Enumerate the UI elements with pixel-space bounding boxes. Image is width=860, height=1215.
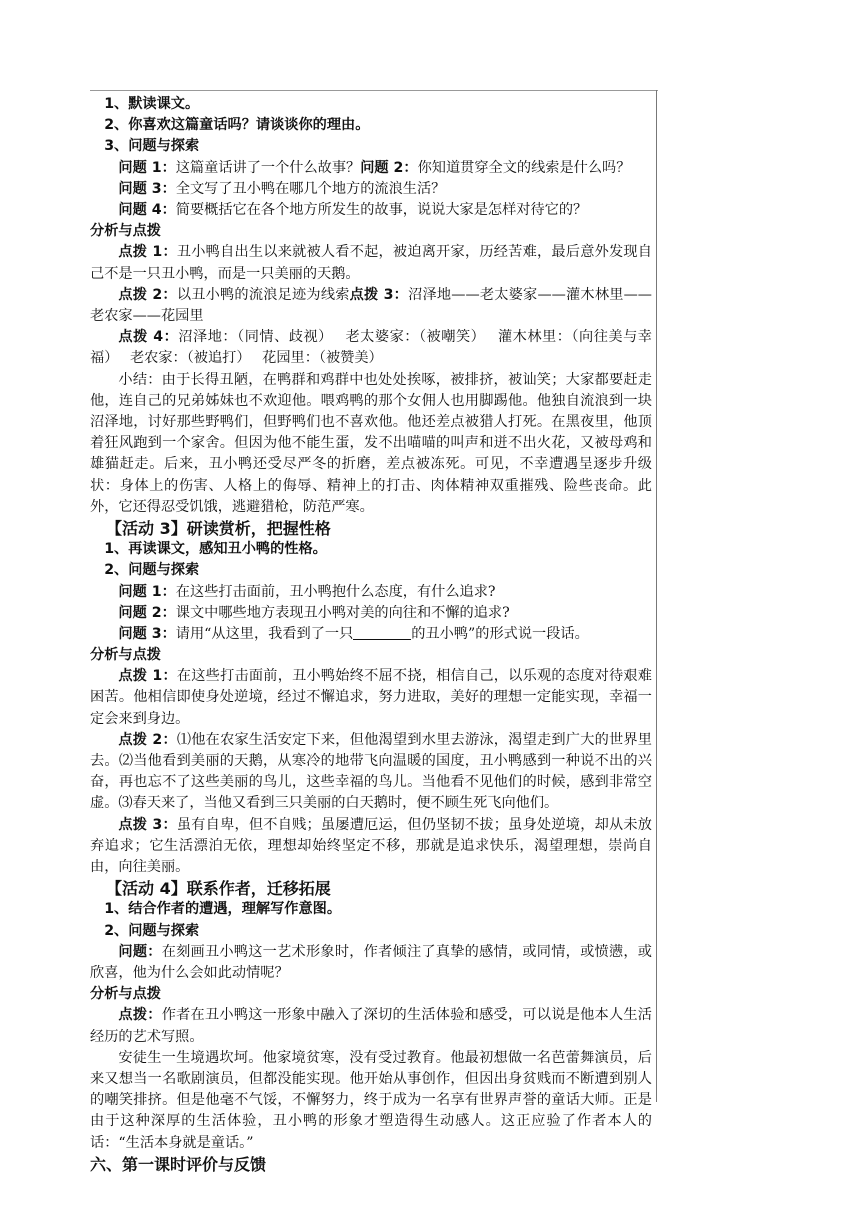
step-questions-heading: 3、问题与探索: [104, 138, 200, 155]
step-discuss-liking: 2、你喜欢这篇童话吗？请谈谈你的理由。: [104, 117, 370, 134]
activity-3-hint-3: 点拨 3：虽有自卑，但不自贱；虽屡遭厄运，但仍坚韧不拔；虽身处逆境，却从未放弃追求；它生活漂泊无依，理想却始终坚定不移，那就是追求快乐，渴望理想，崇尚自由，向往美丽。: [90, 816, 652, 876]
section-6-heading: 六、第一课时评价与反馈: [90, 1154, 267, 1174]
activity-3-step-2: 2、问题与探索: [104, 562, 200, 579]
fill-in-blank: [353, 625, 411, 640]
activity-3-question-3: 问题 3：请用“从这里，我看到了一只 的丑小鸭”的形式说一段话。: [118, 625, 589, 642]
activity-3-heading: 【活动 3】研读赏析，把握性格: [106, 518, 331, 538]
activity-4-question: 问题：在刻画丑小鸭这一艺术形象时，作者倾注了真挚的感情，或同情，或愤懑，或欣喜，他为什么会如此动情呢？: [90, 943, 652, 982]
table-right-border: [656, 90, 657, 1102]
activity-3-step-1: 1、再读课文，感知丑小鸭的性格。: [104, 541, 327, 558]
table-top-border: [90, 90, 658, 91]
activity-4-hint: 点拨：作者在丑小鸭这一形象中融入了深切的生活体验和感受，可以说是他本人生活经历的艺术写照。: [90, 1007, 652, 1045]
andersen-biography: 安徒生一生境遇坎坷。他家境贫寒，没有受过教育。他最初想做一名芭蕾舞演员，后来又想当一名歌剧演员，但都没能实现。他开始从事创作，但因出身贫贱而不断遭到别人的嘲笑排挤。但是他毫不气馁，不懈努力，终于成为一名享有世界声誉的童话大师。正是由于这种深厚的生活体验，丑小鸭的形象才塑造得生动感人。这正应验了作者本人的话：“生活本身就是童话。”: [90, 1049, 652, 1151]
activity-3-question-2: 问题 2：课文中哪些地方表现丑小鸭对美的向往和不懈的追求?: [118, 604, 510, 621]
hint-2-3: 点拨 2：以丑小鸭的流浪足迹为线索点拨 3：沼泽地——老太婆家——灌木林里——老农家——花园里: [90, 286, 652, 324]
lesson-content: [90, 94, 652, 1175]
activity-4-heading: 【活动 4】联系作者，迁移拓展: [106, 879, 331, 899]
activity-3-hint-2: 点拨 2：⑴他在农家生活安定下来，但他渴望到水里去游泳，渴望走到广大的世界里去。⑵当他看到美丽的天鹅，从寒冷的地带飞向温暖的国度，丑小鸭感到一种说不出的兴奋，再也忘不了这些美丽的鸟儿，这些幸福的鸟儿。当他看不见他们的时候，感到非常空虚。⑶春天来了，当他又看到三只美丽的白天鹅时，便不顾生死飞向他们。: [90, 731, 652, 812]
activity-4-analysis-heading: 分析与点拨: [90, 986, 161, 1003]
activity-4-step-1: 1、结合作者的遭遇，理解写作意图。: [104, 901, 342, 918]
activity-3-hint-1: 点拨 1：在这些打击面前，丑小鸭始终不屈不挠，相信自己，以乐观的态度对待艰难困苦。他相信即使身处逆境，经过不懈追求，努力进取，美好的理想一定能实现，幸福一定会来到身边。: [90, 668, 652, 727]
question-1-2: 问题 1：这篇童话讲了一个什么故事？问题 2：你知道贯穿全文的线索是什么吗？: [118, 159, 631, 176]
analysis-heading: 分析与点拨: [90, 223, 161, 240]
activity-3-question-1: 问题 1：在这些打击面前，丑小鸭抱什么态度，有什么追求?: [118, 583, 496, 600]
question-3: 问题 3：全文写了丑小鸭在哪几个地方的流浪生活？: [118, 180, 446, 197]
summary-paragraph: 小结：由于长得丑陋，在鸭群和鸡群中也处处挨啄，被排挤，被讪笑；大家都要赶走他，连自己的兄弟姊妹也不欢迎他。喂鸡鸭的那个女佣人也用脚踢他。他独自流浪到一块沼泽地，讨好那些野鸭们，但野鸭们也不喜欢他。他还差点被猎人打死。在黑夜里，他顶着狂风跑到一个家舍。但因为他不能生蛋，发不出喵喵的叫声和迸不出火花，又被母鸡和雄猫赶走。后来，丑小鸭还受尽严冬的折磨，差点被冻死。可见，不幸遭遇呈逐步升级状：身体上的伤害、人格上的侮辱、精神上的打击、肉体精神双重摧残、险些丧命。此外，它还得忍受饥饿，逃避猎枪，防范严寒。: [90, 371, 652, 515]
hint-4: 点拨 4：沼泽地：（同情、歧视） 老太婆家：（被嘲笑） 灌木林里：（向往美与幸福） 老农家：（被追打） 花园里：（被赞美）: [90, 329, 652, 367]
activity-4-step-2: 2、问题与探索: [104, 922, 200, 939]
activity-3-analysis-heading: 分析与点拨: [90, 647, 161, 664]
step-read-silently: 1、默读课文。: [104, 96, 200, 112]
question-4: 问题 4：简要概括它在各个地方所发生的故事，说说大家是怎样对待它的？: [118, 201, 588, 218]
hint-1: 点拨 1：丑小鸭自出生以来就被人看不起，被迫离开家，历经苦难，最后意外发现自己不是一只丑小鸭，而是一只美丽的天鹅。: [90, 244, 652, 282]
